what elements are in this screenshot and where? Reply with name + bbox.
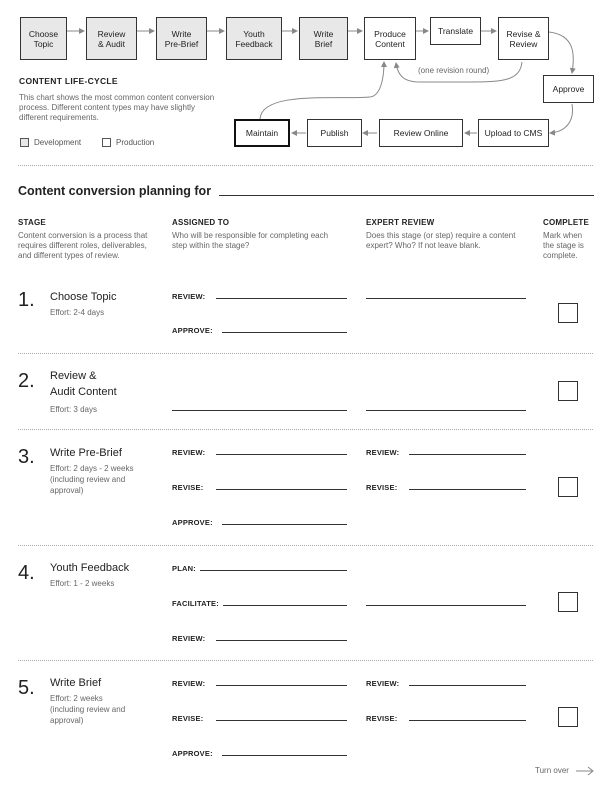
legend-production-label: Production bbox=[116, 138, 155, 147]
flow-review-online: Review Online bbox=[379, 119, 463, 147]
stage-name: Write Brief bbox=[50, 677, 102, 689]
planning-for-input-line[interactable] bbox=[219, 195, 594, 196]
flow-write-brief: Write Brief bbox=[299, 17, 348, 60]
flow-translate: Translate bbox=[430, 17, 481, 45]
stage-name: Choose Topic bbox=[50, 291, 117, 303]
expert-input-line[interactable] bbox=[409, 720, 526, 721]
field-label: REVISE: bbox=[172, 714, 204, 723]
stage-number: 3. bbox=[18, 446, 35, 468]
col-assigned-desc: Who will be responsible for completing each step within the stage? bbox=[172, 231, 329, 250]
assigned-input-line[interactable] bbox=[216, 685, 347, 686]
col-stage-desc: Content conversion is a process that requires different roles, deliverables, and different types of review. bbox=[18, 231, 148, 260]
expert-input-line[interactable] bbox=[366, 410, 526, 411]
flow-approve: Approve bbox=[543, 75, 594, 103]
assigned-input-line[interactable] bbox=[200, 570, 347, 571]
expert-input-line[interactable] bbox=[409, 685, 526, 686]
flow-publish: Publish bbox=[307, 119, 362, 147]
field-label: FACILITATE: bbox=[172, 599, 219, 608]
flow-produce-content: Produce Content bbox=[364, 17, 416, 60]
stage-number: 1. bbox=[18, 289, 35, 311]
divider bbox=[18, 429, 593, 430]
stage-effort: Effort: 2-4 days bbox=[50, 308, 105, 317]
stage-number: 5. bbox=[18, 677, 35, 699]
field-label: REVIEW: bbox=[172, 634, 206, 643]
field-label: APPROVE: bbox=[172, 326, 213, 335]
assigned-input-line[interactable] bbox=[222, 524, 347, 525]
assigned-input-line[interactable] bbox=[222, 755, 347, 756]
revision-note: (one revision round) bbox=[418, 66, 490, 75]
expert-input-line[interactable] bbox=[409, 489, 526, 490]
legend-development-swatch bbox=[20, 138, 29, 147]
flow-youth-feedback: Youth Feedback bbox=[226, 17, 282, 60]
assigned-input-line[interactable] bbox=[216, 454, 347, 455]
assigned-input-line[interactable] bbox=[216, 298, 347, 299]
stage-number: 4. bbox=[18, 562, 35, 584]
expert-field-label: REVISE: bbox=[366, 714, 398, 723]
planning-title: Content conversion planning for bbox=[18, 184, 212, 198]
lifecycle-title: CONTENT LIFE-CYCLE bbox=[19, 76, 118, 86]
stage-effort: Effort: 1 - 2 weeks bbox=[50, 579, 115, 588]
field-label: REVIEW: bbox=[172, 448, 206, 457]
legend-development-label: Development bbox=[34, 138, 82, 147]
turn-over-label: Turn over bbox=[535, 766, 569, 775]
complete-checkbox[interactable] bbox=[558, 477, 578, 497]
divider bbox=[18, 165, 593, 166]
stage-name: Write Pre-Brief bbox=[50, 447, 122, 459]
stage-effort: Effort: 2 days - 2 weeks (including review and approval) bbox=[50, 464, 134, 495]
complete-checkbox[interactable] bbox=[558, 381, 578, 401]
field-label: APPROVE: bbox=[172, 749, 213, 758]
divider bbox=[18, 660, 593, 661]
expert-field-label: REVIEW: bbox=[366, 679, 400, 688]
flow-write-prebrief: Write Pre-Brief bbox=[156, 17, 207, 60]
assigned-input-line[interactable] bbox=[216, 720, 347, 721]
assigned-input-line[interactable] bbox=[222, 332, 347, 333]
expert-input-line[interactable] bbox=[366, 298, 526, 299]
col-complete-desc: Mark when the stage is complete. bbox=[543, 231, 584, 260]
expert-field-label: REVISE: bbox=[366, 483, 398, 492]
assigned-input-line[interactable] bbox=[216, 489, 347, 490]
col-complete-header: COMPLETE bbox=[543, 218, 590, 227]
field-label: REVISE: bbox=[172, 483, 204, 492]
flow-choose-topic: Choose Topic bbox=[20, 17, 67, 60]
legend-production-swatch bbox=[102, 138, 111, 147]
divider bbox=[18, 353, 593, 354]
complete-checkbox[interactable] bbox=[558, 303, 578, 323]
expert-field-label: REVIEW: bbox=[366, 448, 400, 457]
stage-name: Youth Feedback bbox=[50, 562, 130, 574]
flow-review-audit: Review & Audit bbox=[86, 17, 137, 60]
stage-effort: Effort: 3 days bbox=[50, 405, 97, 414]
complete-checkbox[interactable] bbox=[558, 592, 578, 612]
stage-number: 2. bbox=[18, 370, 35, 392]
assigned-input-line[interactable] bbox=[216, 640, 347, 641]
flow-upload-cms: Upload to CMS bbox=[478, 119, 549, 147]
flow-maintain: Maintain bbox=[234, 119, 290, 147]
stage-effort: Effort: 2 weeks (including review and approval) bbox=[50, 694, 126, 725]
expert-input-line[interactable] bbox=[409, 454, 526, 455]
col-expert-desc: Does this stage (or step) require a content expert? Who? If not leave blank. bbox=[366, 231, 516, 250]
col-assigned-header: ASSIGNED TO bbox=[172, 218, 230, 227]
complete-checkbox[interactable] bbox=[558, 707, 578, 727]
field-label: PLAN: bbox=[172, 564, 196, 573]
field-label: APPROVE: bbox=[172, 518, 213, 527]
field-label: REVIEW: bbox=[172, 292, 206, 301]
field-label: REVIEW: bbox=[172, 679, 206, 688]
assigned-input-line[interactable] bbox=[223, 605, 347, 606]
lifecycle-description: This chart shows the most common content conversion process. Different content types may have slightly different requirements. bbox=[19, 93, 215, 122]
flow-revise-review: Revise & Review bbox=[498, 17, 549, 60]
divider bbox=[18, 545, 593, 546]
arrow-right-icon bbox=[576, 766, 594, 776]
col-expert-header: EXPERT REVIEW bbox=[366, 218, 435, 227]
stage-name: Review & Audit Content bbox=[50, 370, 117, 398]
expert-input-line[interactable] bbox=[366, 605, 526, 606]
assigned-input-line[interactable] bbox=[172, 410, 347, 411]
col-stage-header: STAGE bbox=[18, 218, 46, 227]
